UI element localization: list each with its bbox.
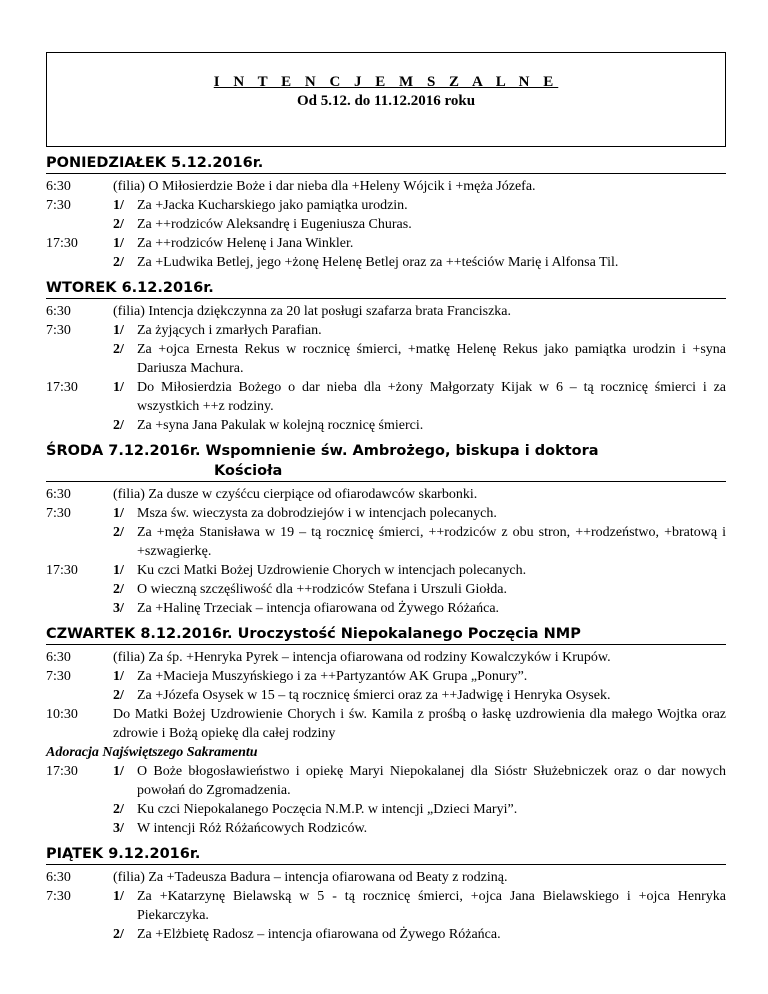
intention-text: (filia) Za śp. +Henryka Pyrek – intencja ofiarowana od rodziny Kowalczyków i Krupów. [113,650,611,665]
intention-text: Za +Jacka Kucharskiego jako pamiątka urodzin. [137,198,408,213]
intention-text: Za +Elżbietę Radosz – intencja ofiarowana od Żywego Różańca. [137,927,501,942]
intention-number: 2/ [113,802,124,817]
intention-row [46,215,726,234]
intention-row [46,762,726,800]
intention-row [46,321,726,340]
mass-time: 17:30 [46,236,78,251]
day-entries [46,645,726,838]
intention-text: Za +Józefa Osysek w 15 – tą rocznicę śmierci oraz za ++Jadwigę i Henryka Osysek. [137,688,611,703]
intention-row [46,340,726,378]
intention-text: (filia) Za +Tadeusza Badura – intencja ofiarowana od Beaty z rodziną. [113,870,508,885]
mass-time: 7:30 [46,889,71,904]
day-heading [46,272,726,299]
intention-number: 2/ [113,342,124,357]
mass-time: 6:30 [46,304,71,319]
document-title: I N T E N C J E M S Z A L N E [213,74,559,90]
mass-time [46,416,113,435]
intention-number: 3/ [113,601,124,616]
mass-time: 6:30 [46,487,71,502]
mass-time: 6:30 [46,650,71,665]
intention-text: Za +męża Stanisława w 19 – tą rocznicę śmierci, ++rodziców z obu stron, ++rodzeństwo, +bratową i +szwagierkę. [137,525,726,559]
day-section [46,272,726,435]
intention-text: O Boże błogosławieństwo i opiekę Maryi Niepokalanej dla Sióstr Służebniczek oraz o dar nowych powołań do Zgromadzenia. [137,764,726,798]
mass-time [46,523,113,561]
intention-number: 1/ [113,889,124,904]
mass-time: 17:30 [46,563,78,578]
day-heading [46,435,726,482]
day-heading-line: CZWARTEK 8.12.2016r. Uroczystość Niepokalanego Poczęcia NMP [46,626,581,642]
intention-number: 1/ [113,563,124,578]
intention-text: Za ++rodziców Helenę i Jana Winkler. [137,236,354,251]
intention-text: Za +syna Jana Pakulak w kolejną rocznicę śmierci. [137,418,424,433]
intention-row [46,705,726,743]
intention-text: Za +ojca Ernesta Rekus w rocznicę śmierci, +matkę Helenę Rekus jako pamiątka urodzin i +syna Dariusza Machura. [137,342,726,376]
day-heading [46,838,726,865]
mass-time [46,340,113,378]
day-heading-line: ŚRODA 7.12.2016r. Wspomnienie św. Ambrożego, biskupa i doktora [46,443,599,459]
intention-number: 2/ [113,525,124,540]
intention-row [46,887,726,925]
intention-row [46,800,726,819]
intention-row [46,234,726,253]
mass-time [46,253,113,272]
mass-time: 17:30 [46,380,78,395]
intention-row [46,485,726,504]
intention-text: (filia) O Miłosierdzie Boże i dar nieba dla +Heleny Wójcik i +męża Józefa. [113,179,536,194]
mass-time: 10:30 [46,707,78,722]
intention-row [46,196,726,215]
intention-row [46,523,726,561]
intention-text: W intencji Róż Różańcowych Rodziców. [137,821,368,836]
day-entries [46,174,726,272]
title-box [46,52,726,147]
mass-time: 6:30 [46,179,71,194]
intention-row [46,302,726,321]
mass-time [46,925,113,944]
intention-number: 2/ [113,582,124,597]
intention-text: Ku czci Matki Bożej Uzdrowienie Chorych w intencjach polecanych. [137,563,527,578]
mass-time: 7:30 [46,669,71,684]
intention-number: 1/ [113,236,124,251]
intention-row [46,504,726,523]
mass-time: 6:30 [46,870,71,885]
mass-time [46,599,113,618]
day-heading-line: WTOREK 6.12.2016r. [46,280,214,296]
intention-text: Za +Halinę Trzeciak – intencja ofiarowana od Żywego Różańca. [137,601,500,616]
mass-time: 7:30 [46,198,71,213]
day-section [46,435,726,618]
intention-number: 2/ [113,255,124,270]
day-entries [46,299,726,435]
intention-number: 1/ [113,323,124,338]
intention-text: (filia) Intencja dziękczynna za 20 lat posługi szafarza brata Franciszka. [113,304,512,319]
intention-text: Msza św. wieczysta za dobrodziejów i w intencjach polecanych. [137,506,497,521]
intention-row [46,599,726,618]
intention-number: 1/ [113,380,124,395]
mass-time [46,686,113,705]
date-range: Od 5.12. do 11.12.2016 roku [296,93,476,109]
intention-number: 2/ [113,217,124,232]
intention-text: Ku czci Niepokalanego Poczęcia N.M.P. w intencji „Dzieci Maryi”. [137,802,518,817]
intention-number: 1/ [113,764,124,779]
intention-number: 2/ [113,927,124,942]
intention-text: Za żyjących i zmarłych Parafian. [137,323,322,338]
intention-row [46,378,726,416]
intention-row [46,925,726,944]
day-section [46,618,726,838]
intention-number: 2/ [113,418,124,433]
mass-time: 7:30 [46,506,71,521]
intention-number: 3/ [113,821,124,836]
day-entries [46,482,726,618]
intention-number: 1/ [113,198,124,213]
adoration-heading: Adoracja Najświętszego Sakramentu [46,745,258,760]
day-heading-line: PONIEDZIAŁEK 5.12.2016r. [46,155,264,171]
intention-row [46,416,726,435]
intention-row [46,667,726,686]
schedule [46,147,726,944]
intention-row [46,686,726,705]
intention-text: Za +Ludwika Betlej, jego +żonę Helenę Betlej oraz za ++teściów Marię i Alfonsa Til. [137,255,619,270]
day-heading-line: PIĄTEK 9.12.2016r. [46,846,201,862]
intention-text: Do Miłosierdzia Bożego o dar nieba dla +żony Małgorzaty Kijak w 6 – tą rocznicę śmierci i za wszystkich ++z rodziny. [137,380,726,414]
mass-time: 17:30 [46,764,78,779]
day-heading-line: Kościoła [214,463,283,479]
intention-text: O wieczną szczęśliwość dla ++rodziców Stefana i Urszuli Giołda. [137,582,507,597]
intention-text: Za ++rodziców Aleksandrę i Eugeniusza Churas. [137,217,412,232]
intention-row [46,648,726,667]
intention-number: 1/ [113,506,124,521]
intention-text: Do Matki Bożej Uzdrowienie Chorych i św. Kamila z prośbą o łaskę uzdrowienia dla małego Wojtka oraz zdrowie i Bożą opiekę dla całej rodziny [113,707,726,741]
day-section [46,838,726,944]
day-heading [46,618,726,645]
intention-text: Za +Katarzynę Bielawską w 5 - tą rocznicę śmierci, +ojca Jana Bielawskiego i +ojca Henryka Piekarczyka. [137,889,726,923]
mass-time: 7:30 [46,323,71,338]
intention-number: 1/ [113,669,124,684]
day-section [46,147,726,272]
intention-row [46,177,726,196]
intention-number: 2/ [113,688,124,703]
intention-text: Za +Macieja Muszyńskiego i za ++Partyzantów AK Grupa „Ponury”. [137,669,528,684]
day-entries [46,865,726,944]
intention-row [46,561,726,580]
mass-time [46,819,113,838]
mass-time [46,215,113,234]
intention-row [46,580,726,599]
mass-time [46,580,113,599]
intention-row [46,868,726,887]
intention-row [46,253,726,272]
document-page [46,52,726,944]
mass-time [46,800,113,819]
intention-text: (filia) Za dusze w czyśćcu cierpiące od ofiarodawców skarbonki. [113,487,478,502]
intention-row [46,819,726,838]
day-heading [46,147,726,174]
